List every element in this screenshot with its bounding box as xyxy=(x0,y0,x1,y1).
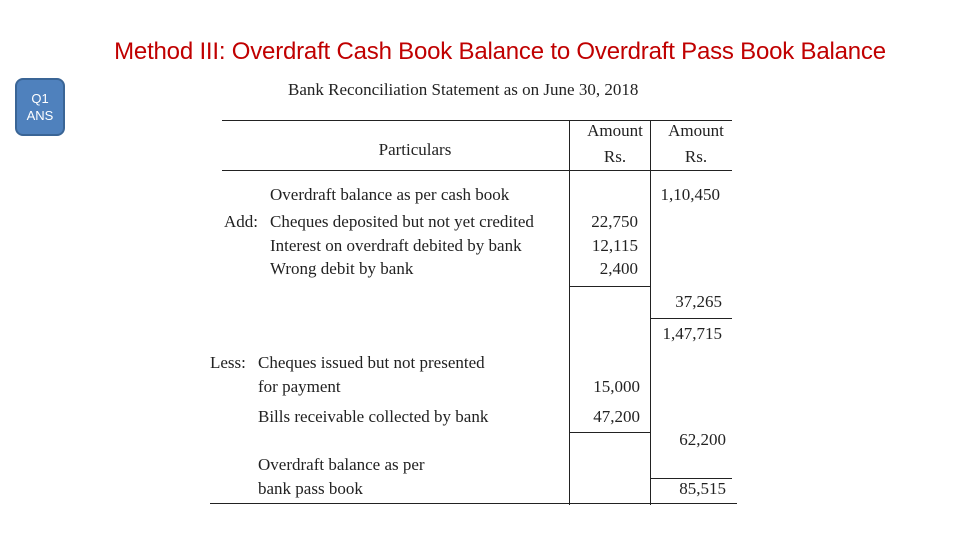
add-subtotal: 1,47,715 xyxy=(662,324,722,343)
badge-line-2: ANS xyxy=(26,108,54,123)
less-item-amount: 15,000 xyxy=(593,377,640,396)
header-amount-2: Amount xyxy=(668,121,724,140)
add-item-label: Interest on overdraft debited by bank xyxy=(270,236,522,255)
less-item-amount: 47,200 xyxy=(593,407,640,426)
add-subtotal-rule xyxy=(569,286,650,287)
less-prefix: Less: xyxy=(210,353,246,372)
opening-amount: 1,10,450 xyxy=(660,185,720,204)
opening-label: Overdraft balance as per cash book xyxy=(270,185,510,204)
header-bottom-rule xyxy=(222,170,732,171)
add-total-rule xyxy=(650,318,732,319)
add-total: 37,265 xyxy=(675,292,722,311)
less-item-label-cont: for payment xyxy=(258,377,341,396)
add-item-label: Wrong debit by bank xyxy=(270,259,414,278)
add-item-label: Cheques deposited but not yet credited xyxy=(270,212,534,231)
table-bottom-rule xyxy=(210,503,737,504)
add-item-amount: 2,400 xyxy=(599,259,638,278)
statement-heading: Bank Reconciliation Statement as on June 30, 2018 xyxy=(288,80,639,99)
less-item-label: Cheques issued but not presented xyxy=(258,353,485,372)
less-total: 62,200 xyxy=(679,430,726,449)
add-item-amount: 12,115 xyxy=(591,236,638,255)
header-rs-2: Rs. xyxy=(684,147,708,166)
column-divider-1 xyxy=(569,120,570,345)
add-prefix: Add: xyxy=(224,212,258,231)
header-amount-1: Amount xyxy=(587,121,643,140)
closing-label-cont: bank pass book xyxy=(258,479,363,498)
badge-line-1: Q1 xyxy=(31,91,49,106)
question-badge[interactable] xyxy=(15,78,65,136)
header-rs-1: Rs. xyxy=(603,147,627,166)
less-item-label: Bills receivable collected by bank xyxy=(258,407,489,426)
less-subtotal-rule xyxy=(569,432,650,433)
closing-amount: 85,515 xyxy=(679,479,726,498)
header-particulars: Particulars xyxy=(378,140,452,159)
slide-title: Method III: Overdraft Cash Book Balance to Overdraft Pass Book Balance xyxy=(114,38,886,65)
add-item-amount: 22,750 xyxy=(591,212,638,231)
closing-label: Overdraft balance as per xyxy=(258,455,425,474)
